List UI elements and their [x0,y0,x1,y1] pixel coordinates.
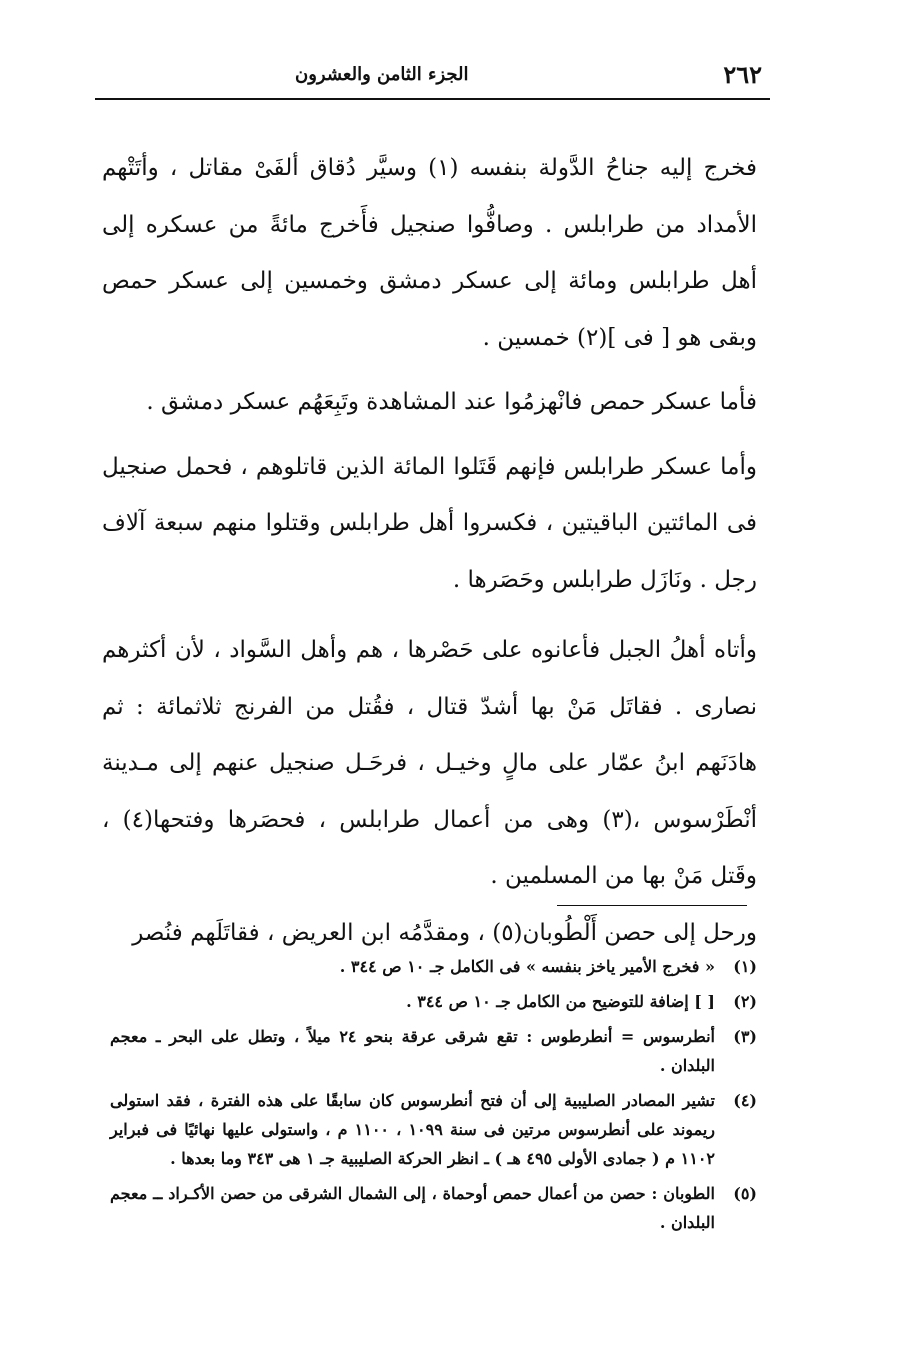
footnote-number: (٢) [733,992,757,1011]
footnote [110,1086,757,1173]
footnote [110,987,757,1016]
footnote [110,952,757,981]
running-title: الجزء الثامن والعشرون [295,64,469,85]
paragraph: فخرج إليه جناحُ الدَّولة بنفسه (١) وسيَّر دُقاق ألفَىْ مقاتل ، وأتَتْهم الأمداد من طرابلس . وصافُّوا صنجيل فأَخرج مائةً من عسكره إلى أهل طرابلس ومائة إلى عسكر دمشق وخمسين إلى عسكر حمص وبقى هو [ فى ](٢) خمسين . [102,155,757,351]
paragraph: فأما عسكر حمص فانْهزمُوا عند المشاهدة وتَبِعَهُم عسكر دمشق . [146,389,757,415]
paragraph: وأتاه أهلُ الجبل فأعانوه على حَصْرها ، هم وأهل السَّواد ، لأن أكثرهم نصارى . فقاتَل مَنْ بها أشدّ قتال ، فقُتل من الفرنج ثلاثمائة : ثم هادَنَهم ابنُ عمّار على مالٍ وخيـل ، فرحَـل صنجيل عنهم إلى مـدينة أنْطَرْسوس ،(٣) وهى من أعمال طرابلس ، فحصَرها وفتحها(٤) ، وقَتل مَنْ بها من المسلمين . [102,637,758,889]
footnote [110,1179,757,1237]
footnote-number: (٤) [733,1091,757,1110]
paragraph: وأما عسكر طرابلس فإنهم قَتَلوا المائة الذين قاتلوهم ، فحمل صنجيل فى المائتين الباقيتين ، فكسروا أهل طرابلس وقتلوا منهم سبعة آلاف رجل . ونَازَل طرابلس وحَصَرها . [102,453,757,593]
footnote-divider [557,905,747,906]
footnote-number: (٣) [733,1027,757,1046]
footnote-text: [ ] إضافة للتوضيح من الكامل جـ ١٠ ص ٣٤٤ . [406,992,715,1011]
footnote-number: (٥) [733,1184,757,1203]
footnote [110,1022,757,1080]
page-header [95,50,770,100]
footnote-text: الطوبان : حصن من أعمال حمص أوحماة ، إلى الشمال الشرقى من حصن الأكـراد ــ معجم البلدان . [110,1184,715,1232]
footnote-text: أنطرسوس = أنطرطوس : تقع شرقى عرقة بنحو ٢٤ ميلاً ، وتطل على البحر ـ معجم البلدان . [110,1027,715,1075]
footnotes [110,952,757,1243]
main-text [102,140,757,961]
footnote-text: تشير المصادر الصليبية إلى أن فتح أنطرسوس كان سابقًا على هذه الفترة ، فقد استولى ريموند على أنطرسوس مرتين فى سنة ١٠٩٩ ، ١١٠٠ م ، واستولى عليها نهائيًا فى فبراير ١١٠٢ م ( جمادى الأولى ٤٩٥ هـ ) ـ انظر الحركة الصليبية جـ ١ هى ٣٤٣ وما بعدها . [110,1091,716,1168]
paragraph: ورحل إلى حصن أَلْطُوبان(٥) ، ومقدَّمُه ابن العريض ، فقاتَلَهم فنُصر [132,919,757,946]
footnote-text: « فخرج الأمير ياخز بنفسه » فى الكامل جـ ١٠ ص ٣٤٤ . [339,957,715,976]
footnote-number: (١) [733,957,757,976]
page-number: ٢٦٢ [723,60,762,89]
